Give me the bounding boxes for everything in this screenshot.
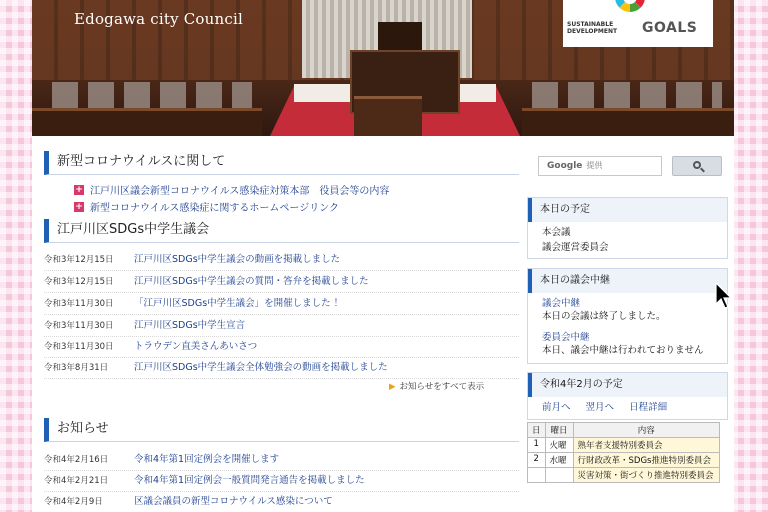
table-row: 2 水曜 行財政改革・SDGs推進特別委員会 <box>528 453 720 468</box>
list-item: 令和4年2月9日 区議会議員の新型コロナウイルス感染について <box>44 492 519 512</box>
corona-heading: 新型コロナウイルスに関して <box>44 151 519 175</box>
search-input[interactable] <box>538 156 662 176</box>
triangle-right-icon: ▶ <box>389 382 396 392</box>
sdgs-goals-text: GOALS <box>642 20 698 36</box>
plus-icon: + <box>75 184 83 195</box>
today-schedule-box: 本日の予定 本会議 議会運営委員会 <box>527 197 728 259</box>
table-row: 1 火曜 熟年者支援特別委員会 <box>528 438 720 453</box>
plus-icon: + <box>75 201 83 212</box>
search-placeholder: 提供 <box>586 161 603 170</box>
notices-heading: お知らせ <box>44 418 519 442</box>
list-item: 令和3年12月15日 江戸川区SDGs中学生議会の質問・答弁を掲載しました <box>44 272 519 293</box>
today-schedule-heading: 本日の予定 <box>528 198 727 222</box>
header-banner <box>32 0 734 136</box>
list-item: 令和3年11月30日 「江戸川区SDGs中学生議会」を開催しました ！ <box>44 294 519 315</box>
show-all-link[interactable]: ▶ お知らせをすべて表示 <box>389 382 485 392</box>
sdg-wheel-icon <box>615 0 645 12</box>
list-item: 令和3年11月30日 江戸川区SDGs中学生宣言 <box>44 316 519 337</box>
committee-broadcast-link[interactable]: 委員会中継 <box>542 332 590 343</box>
site-title[interactable]: Edogawa city Council <box>74 10 243 28</box>
list-item: 令和4年2月21日 令和4年第1回定例会一般質問発言通告を掲載しました <box>44 471 519 492</box>
prev-month-link[interactable]: 前月へ <box>542 402 571 413</box>
search-button[interactable] <box>672 156 722 176</box>
broadcast-link[interactable]: 議会中継 <box>542 298 581 309</box>
today-broadcast-heading: 本日の議会中継 <box>528 269 727 293</box>
sdgs-logo: SUSTAINABLE DEVELOPMENT GOALS <box>563 0 713 47</box>
corona-link-2[interactable]: + 新型コロナウイルス感染症に関するホームページリンク <box>75 201 339 214</box>
list-item: 令和4年2月16日 令和4年第1回定例会を開催します <box>44 450 519 471</box>
calendar-nav <box>528 400 727 416</box>
calendar-heading: 令和4年2月の予定 <box>528 373 727 397</box>
page <box>32 0 734 512</box>
next-month-link[interactable]: 翌月へ <box>585 402 615 413</box>
sdgs-heading: 江戸川区SDGs中学生議会 <box>44 219 519 243</box>
list-item: 令和3年8月31日 江戸川区SDGs中学生議会全体勉強会の動画を掲載しました <box>44 358 519 379</box>
corona-link-1[interactable]: + 江戸川区議会新型コロナウイルス感染症対策本部 役員会等の内容 <box>75 184 390 197</box>
table-header: 日 曜日 内容 <box>528 423 720 438</box>
google-brand: Google <box>547 161 583 171</box>
calendar-table <box>527 422 720 483</box>
table-row: 災害対策・街づくり推進特別委員会 <box>528 468 720 483</box>
mouse-cursor-icon <box>715 282 733 310</box>
schedule-detail-link[interactable]: 日程詳細 <box>629 402 668 413</box>
list-item: 令和3年12月15日 江戸川区SDGs中学生議会の動画を掲載しました <box>44 250 519 271</box>
list-item: 令和3年11月30日 トラウデン直美さんあいさつ <box>44 337 519 358</box>
calendar-box <box>527 372 728 420</box>
today-broadcast-box: 本日の議会中継 議会中継 本日の会議は終了しました。 委員会中継 本日、議会中継は行われておりません <box>527 268 728 364</box>
